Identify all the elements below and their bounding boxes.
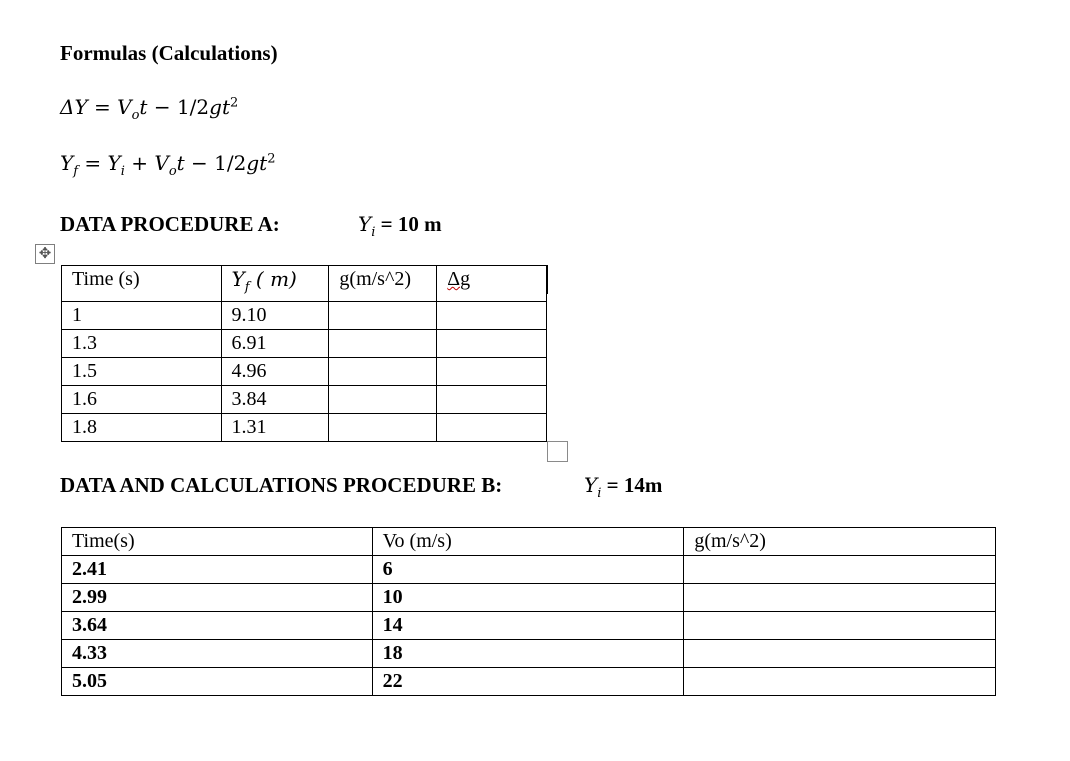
cell-time[interactable]: 5.05 [62,668,373,696]
cell-time[interactable]: 3.64 [62,612,373,640]
cell-vo[interactable]: 10 [372,584,684,612]
cell-time[interactable]: 2.99 [62,584,373,612]
cell-delta-g[interactable] [437,386,547,414]
procedure-b-yi: $Y_i = 14m$ [584,473,663,501]
header-time: Time(s) [62,528,373,556]
header-yf: $Y_f$ ( m) [221,266,329,302]
table-row [62,386,547,414]
cell-g[interactable] [329,414,437,442]
cell-time[interactable]: 2.41 [62,556,373,584]
cell-time[interactable]: 1.8 [62,414,222,442]
equation-delta-y: $\Delta Y = V_ot - 1/2gt^2$ [60,95,239,123]
header-g: g(m/s^2) [684,528,996,556]
table-row [62,414,547,442]
cell-vo[interactable]: 22 [372,668,684,696]
header-g: g(m/s^2) [329,266,437,302]
cell-g[interactable] [329,330,437,358]
table-row [62,302,547,330]
cell-g[interactable] [329,302,437,330]
cell-g[interactable] [684,640,996,668]
cell-yf[interactable]: 1.31 [221,414,329,442]
formulas-title: Formulas (Calculations) [60,41,278,65]
table-row [62,640,996,668]
table-header-row [62,528,996,556]
table-row [62,330,547,358]
cell-time[interactable]: 1.3 [62,330,222,358]
header-vo: Vo (m/s) [372,528,684,556]
table-row [62,358,547,386]
table-header-row [62,266,547,302]
table-row [62,556,996,584]
table-row [62,668,996,696]
cell-delta-g[interactable] [437,330,547,358]
procedure-a-table [61,265,547,442]
cell-vo[interactable]: 6 [372,556,684,584]
header-delta-g: Δg [437,266,547,302]
text-caret [547,265,548,294]
cell-time[interactable]: 4.33 [62,640,373,668]
header-time: Time (s) [62,266,222,302]
table-resize-icon[interactable] [547,441,568,462]
equation-yf: $Y_f = Y_i + V_ot - 1/2gt^2$ [60,151,276,179]
cell-time[interactable]: 1.5 [62,358,222,386]
cell-delta-g[interactable] [437,414,547,442]
cell-vo[interactable]: 18 [372,640,684,668]
procedure-a-yi: $Y_i = 10$ m [358,212,442,240]
procedure-a-heading: DATA PROCEDURE A: [60,212,280,236]
table-move-icon[interactable]: ✥ [35,244,55,264]
cell-yf[interactable]: 4.96 [221,358,329,386]
cell-yf[interactable]: 6.91 [221,330,329,358]
cell-g[interactable] [684,584,996,612]
cell-g[interactable] [329,386,437,414]
cell-yf[interactable]: 3.84 [221,386,329,414]
table-row [62,584,996,612]
cell-g[interactable] [684,612,996,640]
procedure-b-table [61,527,996,696]
cell-g[interactable] [684,556,996,584]
cell-g[interactable] [329,358,437,386]
procedure-b-heading: DATA AND CALCULATIONS PROCEDURE B: [60,473,503,497]
cell-delta-g[interactable] [437,302,547,330]
cell-delta-g[interactable] [437,358,547,386]
cell-time[interactable]: 1.6 [62,386,222,414]
table-row [62,612,996,640]
cell-time[interactable]: 1 [62,302,222,330]
cell-yf[interactable]: 9.10 [221,302,329,330]
cell-g[interactable] [684,668,996,696]
cell-vo[interactable]: 14 [372,612,684,640]
